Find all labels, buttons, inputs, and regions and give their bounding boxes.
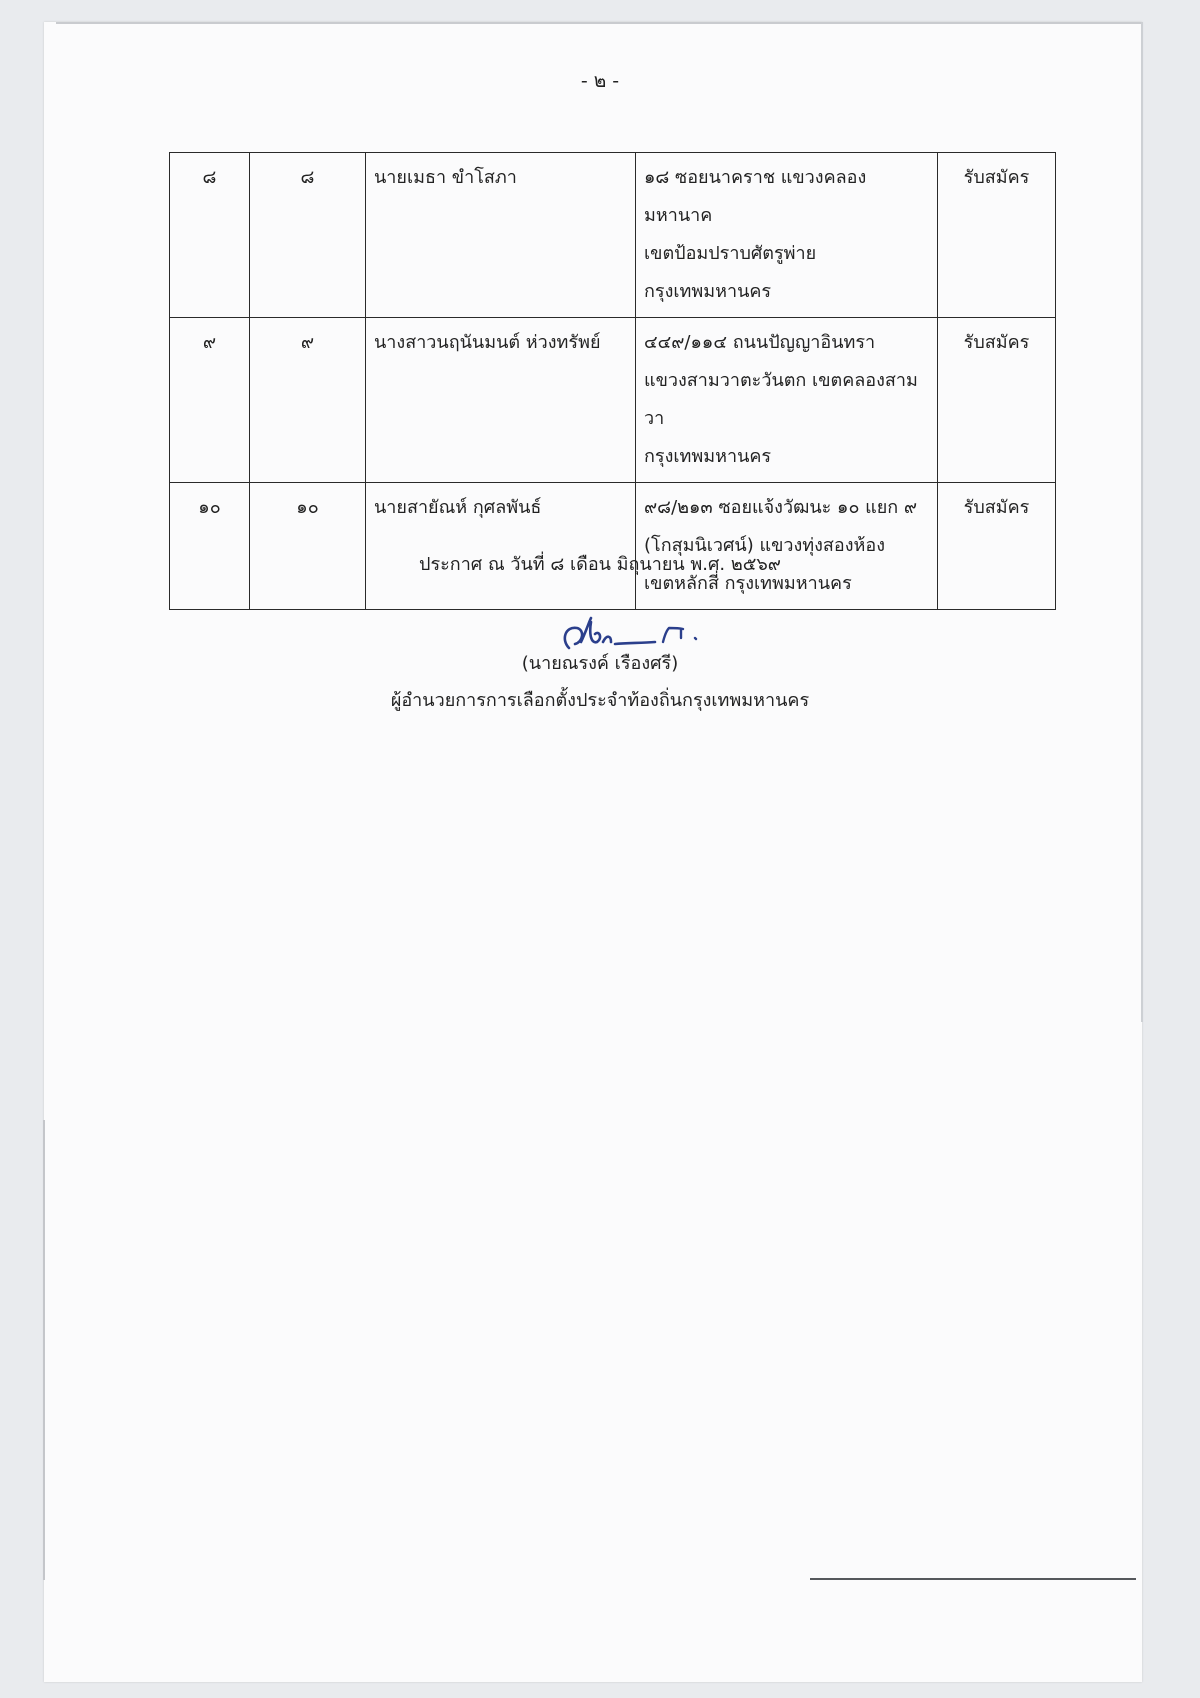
- address-line: เขตป้อมปราบศัตรูพ่าย: [644, 243, 817, 264]
- order-number-cell: ๘: [170, 153, 250, 318]
- address-line: (โกสุมนิเวศน์) แขวงทุ่งสองห้อง: [644, 535, 885, 556]
- address-line: ๔๔๙/๑๑๔ ถนนปัญญาอินทรา: [644, 332, 876, 353]
- candidate-number-cell: ๘: [250, 153, 366, 318]
- candidate-name-cell: นางสาวนฤนันมนต์ ห่วงทรัพย์: [366, 318, 636, 483]
- address-line: กรุงเทพมหานคร: [644, 446, 772, 467]
- announcement-date: ประกาศ ณ วันที่ ๘ เดือน มิถุนายน พ.ศ. ๒๕๖๙: [419, 554, 781, 575]
- address-line: ๑๘ ซอยนาคราช แขวงคลองมหานาค: [644, 167, 867, 226]
- candidate-address-cell: [636, 153, 938, 318]
- table-row: [170, 483, 1056, 610]
- status-cell: รับสมัคร: [938, 318, 1056, 483]
- candidate-name-cell: นายสายัณห์ กุศลพันธ์: [366, 483, 636, 610]
- candidate-name-cell: นายเมธา ขำโสภา: [366, 153, 636, 318]
- address-line: เขตหลักสี่ กรุงเทพมหานคร: [644, 573, 852, 594]
- status-cell: รับสมัคร: [938, 483, 1056, 610]
- order-number-cell: ๑๐: [170, 483, 250, 610]
- page-right-edge: [1141, 22, 1143, 1022]
- candidate-number-cell: ๙: [250, 318, 366, 483]
- candidate-address-cell: [636, 318, 938, 483]
- address-line: แขวงสามวาตะวันตก เขตคลองสามวา: [644, 370, 918, 429]
- candidate-table: [169, 152, 1056, 610]
- order-number-cell: ๙: [170, 318, 250, 483]
- signer-name: (นายณรงค์ เรืองศรี): [521, 653, 679, 674]
- signer-title: ผู้อำนวยการการเลือกตั้งประจำท้องถิ่นกรุงเทพมหานคร: [390, 690, 810, 711]
- table-row: [170, 153, 1056, 318]
- table-row: [170, 318, 1056, 483]
- candidate-address-cell: [636, 483, 938, 610]
- page-number: - ๒ -: [580, 70, 620, 92]
- page-top-edge: [56, 22, 1142, 24]
- page-left-edge: [43, 1120, 45, 1580]
- candidate-number-cell: ๑๐: [250, 483, 366, 610]
- page-bottom-rule: [810, 1578, 1136, 1580]
- status-cell: รับสมัคร: [938, 153, 1056, 318]
- address-line: ๙๘/๒๑๓ ซอยแจ้งวัฒนะ ๑๐ แยก ๙: [644, 497, 918, 518]
- address-line: กรุงเทพมหานคร: [644, 281, 772, 302]
